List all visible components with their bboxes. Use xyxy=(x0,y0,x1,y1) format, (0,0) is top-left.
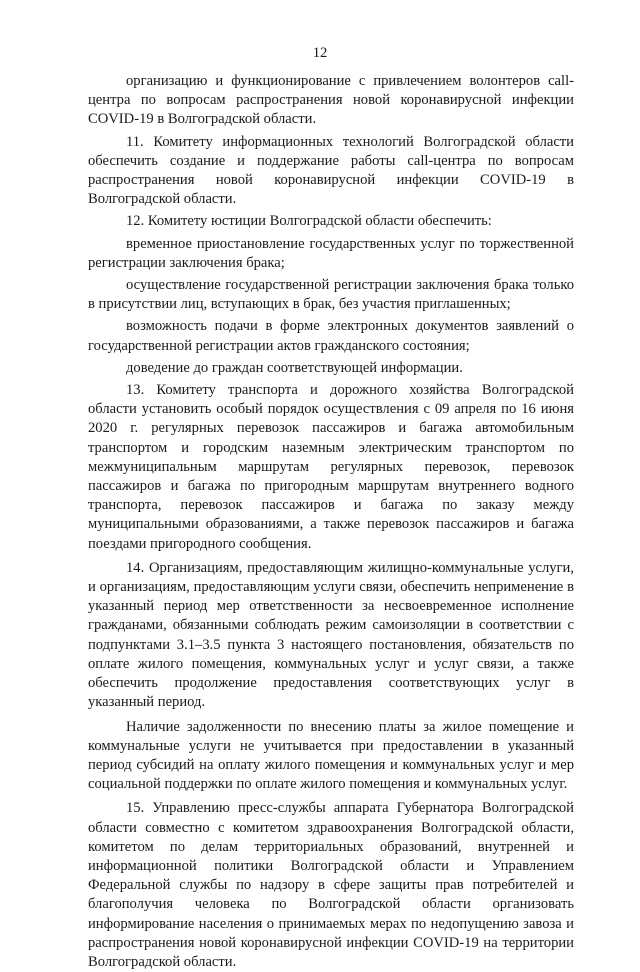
paragraph-item-13: 13. Комитету транспорта и дорожного хозяйства Волгоградской области установить особый порядок осуществления с 09 апреля по 16 июня 2020 г. регулярных перевозок пассажиров и багажа автомобильным транспортом и городским наземным электрическим транспортом по межмуниципальным маршрутам регулярных перевозок, перевозок пассажиров и багажа по пригородным маршрутам внутреннего водного транспорта, перевозок пассажиров и багажа по заказу между муниципальными образованиями, а также перевозок пассажиров и багажа поездами пригородного сообщения. xyxy=(88,382,574,552)
paragraph-item-12-sub-2: осуществление государственной регистрации заключения брака только в присутствии лиц, вступающих в брак, без участия приглашенных; xyxy=(88,277,574,313)
paragraph-item-12-sub-4: доведение до граждан соответствующей информации. xyxy=(126,359,463,376)
paragraph-item-11: 11. Комитету информационных технологий Волгоградской области обеспечить создание и поддержание работы call-центра по вопросам распространения новой коронавирусной инфекции COVID-19 в Волгоградской области. xyxy=(88,133,574,208)
paragraph-item-12-sub-3: возможность подачи в форме электронных документов заявлений о государственной регистрации актов гражданского состояния; xyxy=(88,318,574,354)
paragraph-item-12: 12. Комитету юстиции Волгоградской области обеспечить: xyxy=(126,213,492,230)
page-number: 12 xyxy=(312,45,328,61)
paragraph-item-15: 15. Управлению пресс-службы аппарата Губернатора Волгоградской области совместно с комитетом здравоохранения Волгоградской области, комитетом по делам территориальных образований, внутренней и информационной политики Волгоградской области и Управлением Федеральной службы по надзору в сфере защиты прав потребителей и благополучия человека по Волгоградской области организовать информирование населения о принимаемых мерах по недопущению завоза и распространения новой коронавирусной инфекции COVID-19 на территории Волгоградской области. xyxy=(88,800,574,970)
paragraph-item-14: 14. Организациям, предоставляющим жилищно-коммунальные услуги, и организациям, предоставляющим услуги связи, обеспечить неприменение в указанный период мер ответственности за несвоевременное исполнение гражданами, обязанными соблюдать режим самоизоляции в соответствии с подпунктами 3.1–3.5 пункта 3 настоящего постановления, обязательств по оплате жилого помещения, коммунальных услуг и услуг связи, а также обеспечить продолжение предоставления соответствующих услуг в указанный период. xyxy=(88,559,574,711)
paragraph-continuation: организацию и функционирование с привлечением волонтеров call-центра по вопросам распространения новой коронавирусной инфекции COVID-19 в Волгоградской области. xyxy=(88,73,574,128)
document-body xyxy=(88,72,574,972)
paragraph-item-14-note: Наличие задолженности по внесению платы за жилое помещение и коммунальные услуги не учитывается при предоставлении в указанный период субсидий на оплату жилого помещения и коммунальных услуг и мер социальной поддержки по оплате жилого помещения и коммунальных услуг. xyxy=(88,718,574,793)
paragraph-item-12-sub-1: временное приостановление государственных услуг по торжественной регистрации заключения брака; xyxy=(88,235,574,271)
